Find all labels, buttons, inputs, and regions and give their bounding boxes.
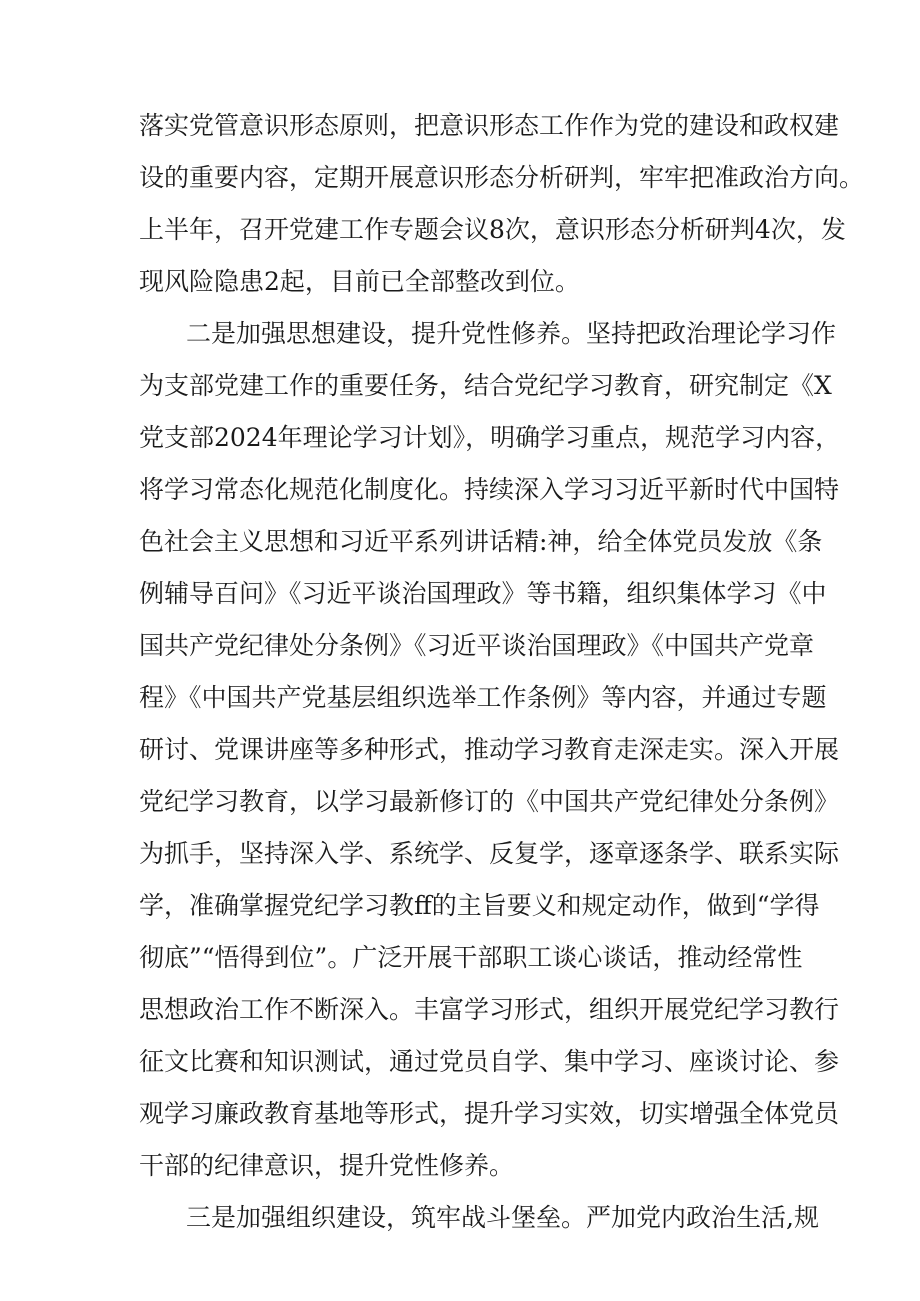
text-line: 落实党管意识形态原则，把意识形态工作作为党的建设和政权建 <box>139 111 840 140</box>
paragraph-first-line: 二是加强思想建设，提升党性修养。坚持把政治理论学习作 <box>186 319 837 348</box>
text-line: 观学习廉政教育基地等形式，提升学习实效，切实增强全体党员 <box>139 1099 840 1128</box>
text-line: 干部的纪律意识，提升党性修养。 <box>139 1151 515 1180</box>
text-line: 程》《中国共产党基层组织选举工作条例》等内容，并通过专题 <box>139 683 827 712</box>
text-line: 设的重要内容，定期开展意识形态分析研判，牢牢把准政治方向。 <box>139 163 865 192</box>
text-line: 色社会主义思想和习近平系列讲话精:神，给全体党员发放《条 <box>139 527 823 556</box>
text-line: 为支部党建工作的重要任务，结合党纪学习教育，研究制定《X <box>139 371 832 400</box>
text-line: 上半年，召开党建工作专题会议8次，意识形态分析研判4次，发 <box>139 215 846 244</box>
text-line: 将学习常态化规范化制度化。持续深入学习习近平新时代中国特 <box>139 475 840 504</box>
text-line: 党纪学习教育，以学习最新修订的《中国共产党纪律处分条例》 <box>139 787 840 816</box>
text-line: 国共产党纪律处分条例》《习近平谈治国理政》《中国共产党章 <box>139 631 815 660</box>
text-line: 征文比赛和知识测试，通过党员自学、集中学习、座谈讨论、参 <box>139 1047 840 1076</box>
paragraph-first-line: 三是加强组织建设，筑牢战斗堡垒。严加党内政治生活,规 <box>186 1203 819 1232</box>
text-line: 党支部2024年理论学习计划》，明确学习重点，规范学习内容， <box>139 423 841 452</box>
text-line: 为抓手，坚持深入学、系统学、反复学，逐章逐条学、联系实际 <box>139 839 840 868</box>
text-line: 彻底”“悟得到位”。广泛开展干部职工谈心谈话，推动经常性 <box>139 943 803 972</box>
text-line: 研讨、党课讲座等多种形式，推动学习教育走深走实。深入开展 <box>139 735 840 764</box>
text-line: 现风险隐患2起，目前已全部整改到位。 <box>139 267 580 296</box>
text-line: 学，准确掌握党纪学习教ff的主旨要义和规定动作，做到“学得 <box>139 891 820 920</box>
text-line: 思想政治工作不断深入。丰富学习形式，组织开展党纪学习教行 <box>139 995 840 1024</box>
text-line: 例辅导百问》《习近平谈治国理政》等书籍，组织集体学习《中 <box>139 579 827 608</box>
